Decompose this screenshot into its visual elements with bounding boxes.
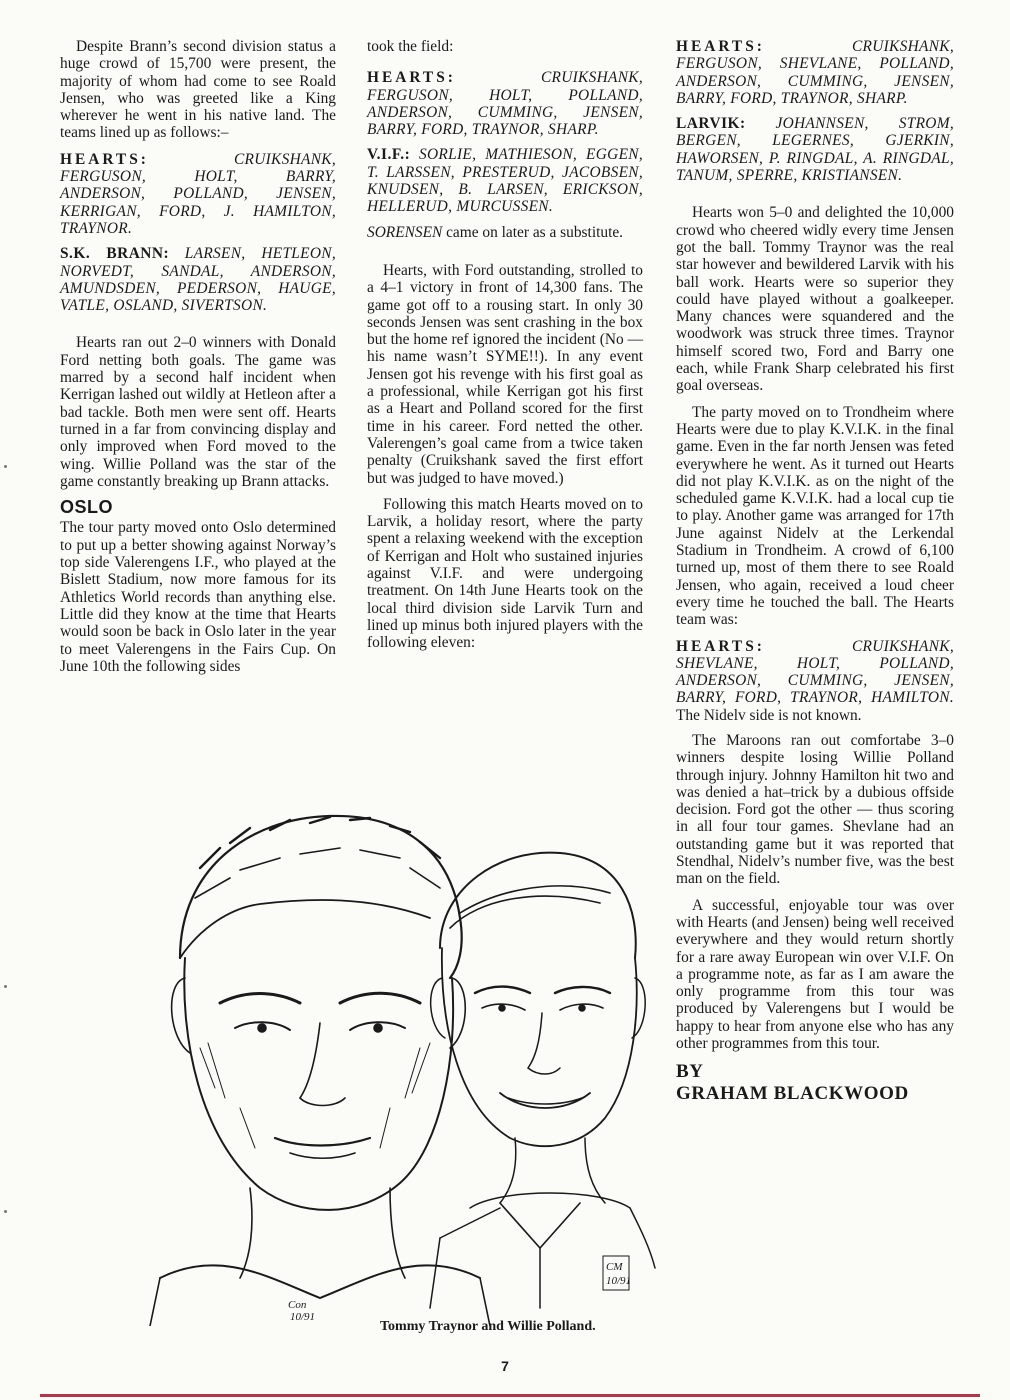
lineup-hearts-vs-larvik bbox=[676, 38, 954, 107]
paragraph-took-field: took the field: bbox=[367, 38, 454, 55]
paragraph-vif-result: Hearts, with Ford outstanding, strolled to a 4–1 victory in front of 14,300 fans. The game got off to a rousing start. In only 30 seconds Jensen was sent crashing in the box but the home ref ignored the incident (No — his name wasn’t SYME!!). In any event Jensen got his revenge with his first goal as a professional, while Kerrigan got his first as a Heart and Polland scored for the first time in his career. Ford netted the other. Valerengen’s goal came from a twice taken penalty (Cruikshank saved the first effort but was judged to have moved.) bbox=[367, 261, 643, 487]
substitute-text: came on later as a substitute. bbox=[442, 223, 624, 241]
margin-mark bbox=[4, 465, 7, 468]
bottom-rule bbox=[40, 1394, 980, 1397]
byline bbox=[676, 1061, 954, 1105]
team-players: SORLIE, MATHIESON, EGGEN, T. LARSSEN, PRESTERUD, JACOBSEN, KNUDSEN, B. LARSEN, ERICKSON, HELLERUD, MURCUSSEN. bbox=[367, 146, 643, 216]
article-column-1 bbox=[60, 38, 336, 684]
signature-con-date: 10/91 bbox=[290, 1311, 316, 1323]
portrait-illustration bbox=[140, 808, 660, 1326]
paragraph-larvik-intro: Following this match Hearts moved on to Larvik, a holiday resort, where the party spent a relaxing weekend with the exception of Kerrigan and Holt who sustained injuries against V.I.F. and were undergoing treatment. On 14th June Hearts took on the local third division side Larvik Turn and lined up minus both injured players with the following eleven: bbox=[367, 495, 643, 652]
team-name: HEARTS: bbox=[367, 69, 456, 87]
margin-mark bbox=[4, 1210, 7, 1213]
signature-cm: CM bbox=[606, 1261, 623, 1273]
paragraph-substitute bbox=[367, 224, 643, 241]
lineup-hearts-vs-brann bbox=[60, 151, 336, 237]
lineup-hearts-vs-nidelv bbox=[676, 638, 954, 724]
team-name: S.K. BRANN: bbox=[60, 245, 170, 263]
paragraph-oslo: The tour party moved onto Oslo determined to put up a better showing against Norway’s top side Valerengens I.F., who played at the Bislett Stadium, now more famous for its Athletics World records than anything else. Little did they know at the time that Hearts would soon be back in Oslo later in the year to meet Valerengens in the Fairs Cup. On June 10th the following sides bbox=[60, 519, 336, 675]
signature-con: Con bbox=[288, 1299, 307, 1311]
section-heading-oslo: OSLO bbox=[60, 497, 114, 518]
team-name: LARVIK: bbox=[676, 115, 746, 133]
signature-cm-date: 10/91 bbox=[606, 1275, 632, 1287]
lineup-hearts-vs-vif bbox=[367, 69, 643, 138]
paragraph-trondheim: The party moved on to Trondheim where Hearts were due to play K.V.I.K. in the final game. Even in the far north Jensen was feted everywhere he went. As it turned out Hearts did not play K.V.I.K. as on the night of the scheduled game K.V.I.K. had a local cup tie to play. Another game was arranged for 17th June against Nidelv at the Lerkendal Stadium in Trondheim. A crowd of 6,100 turned up, most of them there to see Roald Jensen, who again, received a loud cheer every time he touched the ball. The Hearts team was: bbox=[676, 403, 954, 629]
team-players: LARSEN, HETLEON, NORVEDT, SANDAL, ANDERSON, AMUNDSDEN, PEDERSON, HAUGE, VATLE, OSLAND, SIVERTSON. bbox=[60, 245, 336, 315]
byline-by: BY bbox=[676, 1061, 704, 1083]
lineup-brann bbox=[60, 245, 336, 314]
article-column-2 bbox=[367, 38, 643, 661]
paragraph-larvik-result: Hearts won 5–0 and delighted the 10,000 crowd who cheered widly every time Jensen got the ball. Tommy Traynor was the real star however and bewildered Larvik with his ball work. Hearts were so superior they could have played without a goalkeeper. Many chances were squandered and the woodwork was struck three times. Traynor himself scored two, Ford and Barry one each, while Frank Sharp celebrated his first goal overseas. bbox=[676, 204, 954, 395]
team-name: V.I.F.: bbox=[367, 146, 411, 164]
team-name: HEARTS: bbox=[60, 150, 149, 168]
team-name: HEARTS: bbox=[676, 38, 765, 55]
paragraph-brann-result: Hearts ran out 2–0 winners with Donald Ford netting both goals. The game was marred by a second half incident when Kerrigan lashed out wildly at Hetleon after a bad tackle. Both men were sent off. Hearts turned in a far from convincing display and only improved when Ford moved to the wing. Willie Polland was the star of the game constantly breaking up Brann attacks. bbox=[60, 334, 336, 490]
team-name: HEARTS: bbox=[676, 637, 765, 655]
team-players: CRUIKSHANK, FERGUSON, HOLT, BARRY, ANDERSON, POLLAND, JENSEN, KERRIGAN, FORD, J. HAMILTON, TRAYNOR. bbox=[60, 150, 336, 237]
substitute-name: SORENSEN bbox=[367, 223, 443, 241]
team-players: CRUIKSHANK, FERGUSON, SHEVLANE, POLLAND, ANDERSON, CUMMING, JENSEN, BARRY, FORD, TRAYNOR, SHARP. bbox=[676, 38, 954, 107]
team-players: CRUIKSHANK, FERGUSON, HOLT, POLLAND, ANDERSON, CUMMING, JENSEN, BARRY, FORD, TRAYNOR, SHARP. bbox=[367, 69, 643, 139]
willie-polland-sketch bbox=[430, 853, 655, 1308]
illustration-caption: Tommy Traynor and Willie Polland. bbox=[380, 1319, 596, 1334]
margin-mark bbox=[4, 985, 7, 988]
nidelv-note: The Nidelv side is not known. bbox=[676, 706, 862, 724]
paragraph-brann-crowd: Despite Brann’s second division status a huge crowd of 15,700 were present, the majority of whom had come to see Roald Jensen, who was greeted like a King wherever he went in his native land. The teams lined up as follows:– bbox=[60, 38, 336, 142]
paragraph-tour-summary: A successful, enjoyable tour was over with Hearts (and Jensen) being well received everywhere and they would return shortly for a rare away European win over V.I.F. On a programme note, as far as I am aware the only programme from this tour was produced by Valerengens but I would be happy to hear from anyone else who has any other programmes from this tour. bbox=[676, 896, 954, 1053]
lineup-vif bbox=[367, 146, 643, 215]
byline-author: GRAHAM BLACKWOOD bbox=[676, 1083, 909, 1105]
lineup-larvik bbox=[676, 115, 954, 184]
paragraph-nidelv-result: The Maroons ran out comfortabe 3–0 winners despite losing Willie Polland through injury. Johnny Hamilton hit two and was denied a hat–trick by a dubious offside decision. Ford got the other — thus scoring in all four tour games. Shevlane had an outstanding game but it was reported that Stendhal, Nidelv’s number five, was the best man on the field. bbox=[676, 731, 954, 888]
article-column-3 bbox=[676, 38, 954, 1105]
team-players: JOHANNSEN, STROM, BERGEN, LEGERNES, GJERKIN, HAWORSEN, P. RINGDAL, A. RINGDAL, TANUM, SPERRE, KRISTIANSEN. bbox=[676, 115, 954, 185]
team-players: CRUIKSHANK, SHEVLANE, HOLT, POLLAND, ANDERSON, CUMMING, JENSEN, BARRY, FORD, TRAYNOR, HAMILTON. bbox=[676, 637, 954, 707]
page-number: 7 bbox=[501, 1358, 509, 1374]
